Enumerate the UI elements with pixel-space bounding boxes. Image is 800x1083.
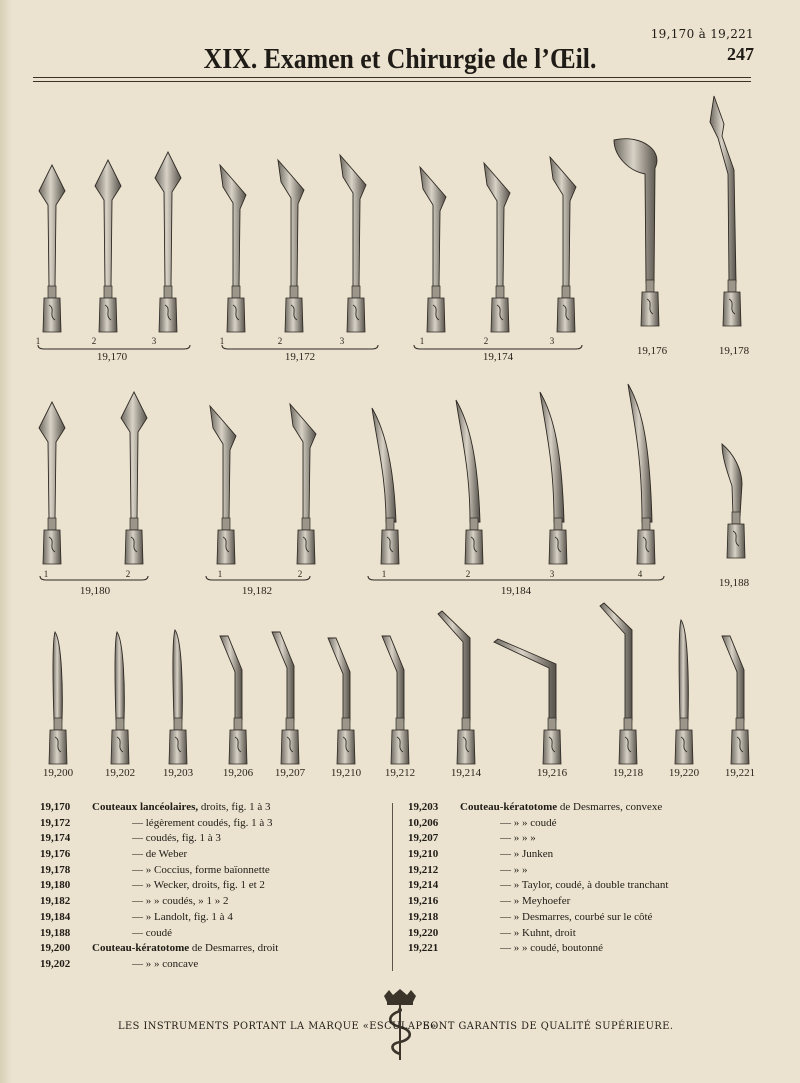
instrument-illustration xyxy=(173,630,182,730)
subfigure-number: 2 xyxy=(125,569,131,579)
figure-label: 19,178 xyxy=(718,345,750,357)
catalog-row xyxy=(408,878,758,894)
catalog-text: de Desmarres, convexe xyxy=(557,801,663,813)
catalog-row xyxy=(40,831,380,847)
catalog-text: — coudés, fig. 1 à 3 xyxy=(132,832,221,845)
catalog-text: — » Coccius, forme baïonnette xyxy=(132,863,270,876)
catalog-row xyxy=(40,816,380,832)
figure-label: 19,220 xyxy=(668,767,700,779)
catalog-description xyxy=(460,816,557,832)
catalog-heading: Couteau-kératotome xyxy=(92,942,190,955)
subfigure-number: 2 xyxy=(465,569,471,579)
catalog-text: — » » concave xyxy=(132,957,199,970)
subfigure-number: 2 xyxy=(91,336,97,346)
catalog-code: 19,184 xyxy=(40,910,71,923)
instrument-illustration xyxy=(210,406,236,530)
catalog-description xyxy=(92,800,271,816)
catalog-code: 19,214 xyxy=(408,879,439,892)
catalog-code: 19,200 xyxy=(40,942,71,955)
catalog-description xyxy=(460,941,603,957)
instrument-illustration xyxy=(420,167,446,298)
catalog-description xyxy=(460,831,536,847)
catalog-text: — de Weber xyxy=(132,848,188,861)
instrument-illustration xyxy=(328,638,350,730)
instrument-illustration xyxy=(600,603,632,730)
catalog-row xyxy=(408,941,758,957)
instrument-illustration xyxy=(372,408,396,530)
instrument-illustration xyxy=(272,632,294,730)
subfigure-number: 1 xyxy=(43,569,49,579)
figure-label: 19,221 xyxy=(724,767,756,779)
instrument-illustration xyxy=(550,157,576,298)
catalog-code: 19,203 xyxy=(408,801,439,813)
catalog-code: 19,216 xyxy=(408,895,439,908)
subfigure-number: 4 xyxy=(637,569,643,579)
catalog-heading: Couteau-kératotome xyxy=(460,801,558,813)
catalog-description xyxy=(92,894,229,910)
catalog-table xyxy=(40,800,755,975)
column-divider xyxy=(392,803,393,971)
group-brace xyxy=(414,345,582,349)
catalog-text: — » Junken xyxy=(500,848,554,861)
catalog-code: 19,170 xyxy=(40,801,71,813)
instrument-illustration xyxy=(382,636,404,730)
catalog-row xyxy=(408,847,758,863)
catalog-row xyxy=(40,800,380,816)
instrument-illustration xyxy=(220,636,242,730)
instrument-illustration xyxy=(278,160,304,298)
catalog-description xyxy=(460,894,570,910)
catalog-description xyxy=(460,847,553,863)
catalog-description xyxy=(460,800,662,816)
catalog-description xyxy=(92,863,270,879)
instrument-illustration xyxy=(53,632,62,730)
catalog-text: — » » xyxy=(500,863,528,876)
catalog-code: 19,174 xyxy=(40,832,71,845)
catalog-text: de Desmarres, droit xyxy=(189,942,279,955)
instrument-illustration xyxy=(39,402,65,530)
catalog-code: 19,218 xyxy=(408,910,439,923)
instrument-illustration xyxy=(340,155,366,298)
instrument-illustration xyxy=(710,96,736,292)
catalog-heading: Couteaux lancéolaires, xyxy=(92,801,199,813)
figure-label: 19,218 xyxy=(612,767,644,779)
catalog-row xyxy=(40,878,380,894)
subfigure-number: 3 xyxy=(549,336,555,346)
catalog-text: — » » coudé, boutonné xyxy=(500,942,603,955)
instrument-illustration xyxy=(494,639,556,730)
catalog-code: 19,210 xyxy=(408,848,439,861)
figure-label: 19,210 xyxy=(330,767,362,779)
catalog-text: — » Kuhnt, droit xyxy=(500,926,576,939)
instrument-illustration xyxy=(290,404,316,530)
catalog-description xyxy=(460,910,652,926)
catalog-right-column xyxy=(408,800,758,957)
catalog-description xyxy=(92,926,172,942)
catalog-code: 19,178 xyxy=(40,863,71,876)
catalog-code: 10,206 xyxy=(408,816,439,829)
catalog-row xyxy=(40,941,380,957)
figure-label: 19,214 xyxy=(450,767,482,779)
catalog-left-column xyxy=(40,800,380,973)
catalog-code: 19,220 xyxy=(408,926,439,939)
catalog-row xyxy=(40,847,380,863)
figure-label: 19,212 xyxy=(384,767,416,779)
figure-label: 19,170 xyxy=(96,351,128,363)
footer-left-text: LES INSTRUMENTS PORTANT LA MARQUE «ESCULAPE» xyxy=(118,1021,437,1032)
group-brace xyxy=(38,345,190,349)
catalog-description xyxy=(92,878,265,894)
catalog-row xyxy=(40,926,380,942)
catalog-description xyxy=(92,910,233,926)
figure-label: 19,203 xyxy=(162,767,194,779)
group-brace xyxy=(222,345,378,349)
subfigure-number: 2 xyxy=(297,569,303,579)
instrument-illustration xyxy=(121,392,147,530)
instrument-illustration xyxy=(95,160,121,298)
subfigure-number: 1 xyxy=(217,569,223,579)
catalog-row xyxy=(40,957,380,973)
instrument-illustration xyxy=(155,152,181,298)
figure-label: 19,207 xyxy=(274,767,306,779)
figure-label: 19,206 xyxy=(222,767,254,779)
footer-right-text: SONT GARANTIS DE QUALITÉ SUPÉRIEURE. xyxy=(423,1021,674,1032)
catalog-row xyxy=(40,910,380,926)
subfigure-number: 3 xyxy=(339,336,345,346)
catalog-text: — » Desmarres, courbé sur le côté xyxy=(500,910,653,923)
catalog-row xyxy=(408,800,758,816)
subfigure-number: 2 xyxy=(483,336,489,346)
catalog-description xyxy=(460,926,576,942)
catalog-code: 19,202 xyxy=(40,957,71,970)
catalog-row xyxy=(408,816,758,832)
subfigure-number: 3 xyxy=(549,569,555,579)
catalog-text: — » » » xyxy=(500,832,536,845)
catalog-code: 19,176 xyxy=(40,848,71,861)
figure-label: 19,184 xyxy=(500,585,532,597)
subfigure-number: 1 xyxy=(381,569,387,579)
instrument-illustration xyxy=(456,400,480,530)
instrument-illustration xyxy=(722,444,742,524)
page-title: XIX. Examen et Chirurgie de l’Œil. xyxy=(203,44,597,75)
catalog-code: 19,180 xyxy=(40,879,71,892)
catalog-code: 19,221 xyxy=(408,942,439,955)
catalog-text: — » Taylor, coudé, à double tranchant xyxy=(500,879,669,892)
catalog-code: 19,182 xyxy=(40,895,71,908)
catalog-description xyxy=(92,941,278,957)
instrument-illustration xyxy=(115,632,124,730)
catalog-text: droits, fig. 1 à 3 xyxy=(198,801,271,813)
subfigure-number: 1 xyxy=(219,336,225,346)
catalog-row xyxy=(408,910,758,926)
figure-label: 19,216 xyxy=(536,767,568,779)
figure-label: 19,200 xyxy=(42,767,74,779)
catalog-code: 19,207 xyxy=(408,832,439,845)
group-brace xyxy=(368,576,664,580)
subfigure-number: 3 xyxy=(151,336,157,346)
instrument-illustration xyxy=(614,139,657,292)
subfigure-number: 1 xyxy=(419,336,425,346)
catalog-row xyxy=(408,926,758,942)
instrument-illustration xyxy=(438,611,470,730)
group-brace xyxy=(40,576,148,580)
figure-label: 19,188 xyxy=(718,577,750,589)
subfigure-number: 2 xyxy=(277,336,283,346)
catalog-row xyxy=(40,894,380,910)
catalog-text: — » Landolt, fig. 1 à 4 xyxy=(132,910,233,923)
page-number: 247 xyxy=(727,44,754,64)
catalog-description xyxy=(92,831,221,847)
catalog-code: 19,172 xyxy=(40,816,71,829)
figure-label: 19,174 xyxy=(482,351,514,363)
instrument-illustration xyxy=(39,165,65,298)
catalog-row xyxy=(40,863,380,879)
instrument-illustration xyxy=(540,392,564,530)
catalog-description xyxy=(460,863,528,879)
catalog-text: — coudé xyxy=(132,926,173,939)
figure-label: 19,202 xyxy=(104,767,136,779)
instrument-illustration xyxy=(628,384,652,530)
figure-label: 19,180 xyxy=(79,585,111,597)
catalog-description xyxy=(92,957,198,973)
catalog-row xyxy=(408,894,758,910)
catalog-text: — » » coudé xyxy=(500,816,557,829)
catalog-description xyxy=(92,816,273,832)
subfigure-number: 1 xyxy=(35,336,41,346)
catalog-code: 19,188 xyxy=(40,926,71,939)
catalog-text: — » » coudés, » 1 » 2 xyxy=(132,895,229,908)
figure-label: 19,182 xyxy=(241,585,273,597)
catalog-row xyxy=(408,863,758,879)
catalog-description xyxy=(92,847,187,863)
catalog-code: 19,212 xyxy=(408,863,439,876)
catalog-text: — légèrement coudés, fig. 1 à 3 xyxy=(132,816,273,829)
catalog-description xyxy=(460,878,668,894)
instrument-illustration xyxy=(679,620,688,730)
figure-label: 19,172 xyxy=(284,351,316,363)
catalog-text: — » Meyhoefer xyxy=(500,895,571,908)
instrument-illustration xyxy=(220,165,246,298)
catalog-text: — » Wecker, droits, fig. 1 et 2 xyxy=(132,879,265,892)
instrument-illustration xyxy=(722,636,744,730)
catalog-row xyxy=(408,831,758,847)
figure-label: 19,176 xyxy=(636,345,668,357)
instrument-illustration xyxy=(484,163,510,298)
page-range: 19,170 à 19,221 xyxy=(650,27,754,41)
